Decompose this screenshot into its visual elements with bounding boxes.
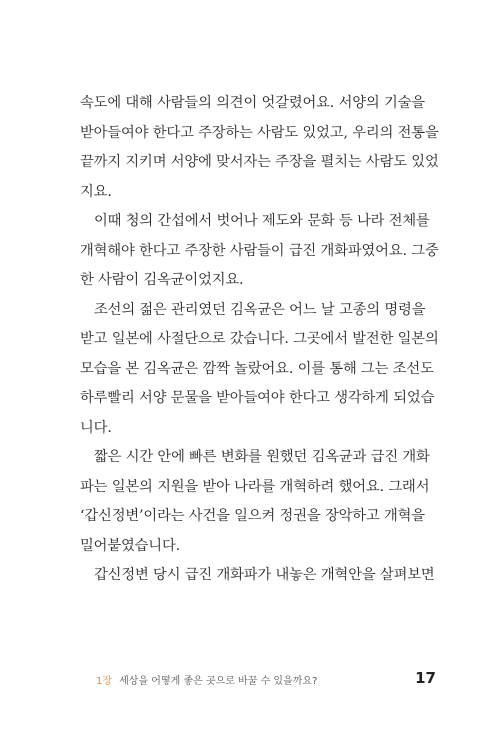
- body-line: 받아들여야 한다고 주장하는 사람도 있었고, 우리의 전통을: [80, 124, 439, 141]
- body-line: 속도에 대해 사람들의 의견이 엇갈렸어요. 서양의 기술을: [80, 95, 425, 111]
- body-line: 지요.: [80, 183, 112, 200]
- body-line: 한 사람이 김옥균이었지요.: [80, 272, 244, 288]
- body-line: 파는 일본의 지원을 받아 나라를 개혁하려 했어요. 그래서: [80, 478, 430, 495]
- paragraph-start-line: 조선의 젊은 관리였던 김옥균은 어느 날 고종의 명령을: [94, 301, 426, 318]
- body-line: 밀어붙였습니다.: [80, 537, 181, 554]
- body-line: 끝까지 지키며 서양에 맞서자는 주장을 펼치는 사람도 있었: [80, 154, 439, 170]
- body-line: 하루빨리 서양 문물을 받아들여야 한다고 생각하게 되었습: [80, 390, 435, 406]
- body-line: 받고 일본에 사절단으로 갔습니다. 그곳에서 발전한 일본의: [80, 331, 439, 347]
- paragraph-start-line: 짧은 시간 안에 빠른 변화를 원했던 김옥균과 급진 개화: [94, 449, 430, 465]
- body-line: 니다.: [80, 419, 112, 436]
- paragraph-start-line: 이때 청의 간섭에서 벗어나 제도와 문화 등 나라 전체를: [94, 213, 430, 229]
- chapter-title: 세상을 어떻게 좋은 곳으로 바꿀 수 있을까요?: [119, 676, 318, 687]
- paragraph-start-line: 갑신정변 당시 급진 개화파가 내놓은 개혁안을 살펴보면: [94, 567, 435, 583]
- chapter-number: 1장: [96, 676, 113, 687]
- page-number: 17: [415, 669, 436, 687]
- body-line: 개혁해야 한다고 주장한 사람들이 급진 개화파였어요. 그중: [80, 242, 439, 259]
- body-line: 모습을 본 김옥균은 깜짝 놀랐어요. 이를 통해 그는 조선도: [80, 360, 434, 377]
- body-line: ‘갑신정변’이라는 사건을 일으켜 정권을 장악하고 개혁을: [80, 508, 425, 524]
- body-text: [80, 89, 442, 591]
- page-footer: [96, 669, 436, 689]
